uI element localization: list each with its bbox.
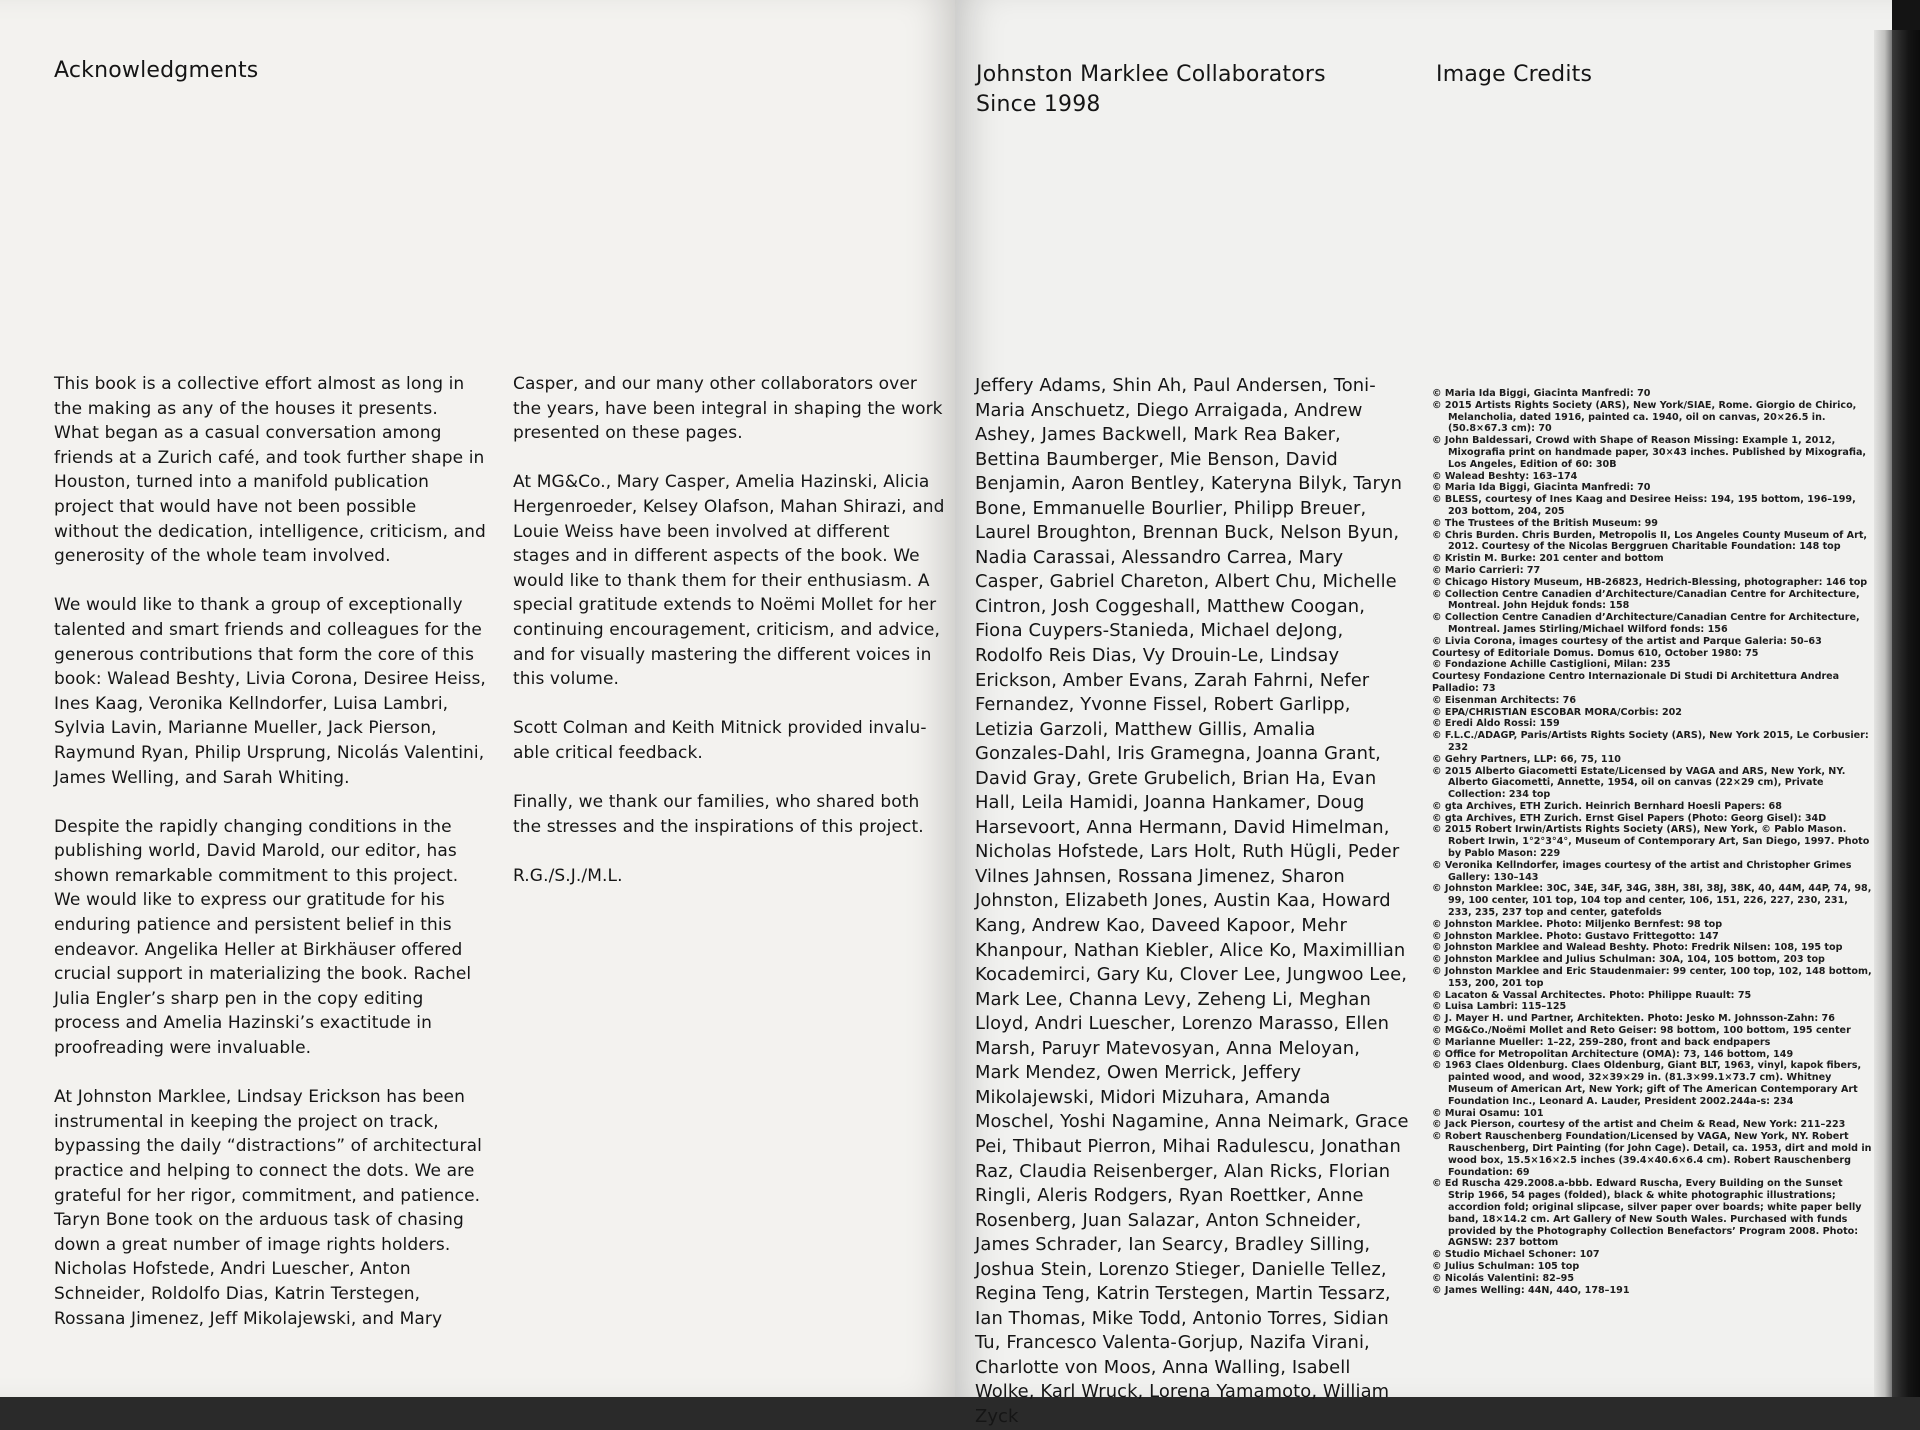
- credit-item: © Johnston Marklee and Walead Beshty. Photo: Fredrik Nilsen: 108, 195 top: [1432, 942, 1843, 954]
- credit-item: © Veronika Kellndorfer, images courtesy of the artist and Christopher Grimes Gallery: 130–143: [1432, 859, 1852, 883]
- credit-item: © 2015 Alberto Giacometti Estate/Licensed by VAGA and ARS, New York, NY. Alberto Giacometti, Annette, 1954, oil on canvas (22×29 cm), Private Collection: 234 top: [1432, 765, 1846, 801]
- show-through-text: [480, 100, 900, 247]
- credit-item: © Johnston Marklee. Photo: Gustavo Frittegotto: 147: [1432, 930, 1719, 942]
- credit-item: © Maria Ida Biggi, Giacinta Manfredi: 70: [1432, 388, 1651, 399]
- credit-item: © Collection Centre Canadien d’Architecture/Canadian Centre for Architecture, Montreal. James Stirling/Michael Wilford fonds: 156: [1432, 612, 1860, 635]
- credit-item: © Nicolás Valentini: 82–95: [1432, 1272, 1575, 1284]
- credit-item: © Walead Beshty: 163–174: [1432, 470, 1578, 482]
- paragraph: We would like to thank a group of exceptionally talented and smart friends and colleagues for the generous contributions that form the core of this book: Walead Beshty, Livia Corona, Desiree Heiss, Ines Kaag, Veronika Kellndorfer, Luisa Lambri, Sylvia Lavin, Marianne Mueller, Jack Pierson, Raymund Ryan, Philip Ursprung, Nicolás Valentini, James Welling, and Sarah Whiting.: [54, 595, 486, 788]
- paragraph: Scott Colman and Keith Mitnick provided invaluable critical feedback.: [513, 718, 927, 763]
- book-edge: [1892, 30, 1920, 1397]
- collaborators-title: Johnston Marklee Collaborators Since 1998: [976, 62, 1326, 117]
- credit-item: © J. Mayer H. und Partner, Architekten. Photo: Jesko M. Johnsson-Zahn: 76: [1432, 1013, 1835, 1025]
- credit-item: © gta Archives, ETH Zurich. Heinrich Bernhard Hoesli Papers: 68: [1432, 800, 1782, 812]
- credit-item: © Chris Burden. Chris Burden, Metropolis II, Los Angeles County Museum of Art, 2012. Courtesy of the Nicolas Berggruen Charitable Foundation: 148 top: [1432, 529, 1868, 553]
- credit-item: © Collection Centre Canadien d’Architecture/Canadian Centre for Architecture, Montreal. John Hejduk fonds: 158: [1432, 588, 1860, 612]
- credit-item: © Studio Michael Schoner: 107: [1432, 1249, 1600, 1261]
- credit-item: © Fondazione Achille Castiglioni, Milan: 235: [1432, 659, 1671, 671]
- credit-item: © EPA/CHRISTIAN ESCOBAR MORA/Corbis: 202: [1432, 706, 1682, 718]
- credit-item: © gta Archives, ETH Zurich. Ernst Gisel Papers (Photo: Georg Gisel): 34D: [1432, 812, 1827, 824]
- acknowledgments-column-2: [513, 372, 945, 913]
- credit-item: © Marianne Mueller: 1–22, 259–280, front and back endpapers: [1432, 1036, 1771, 1048]
- credit-item: © James Welling: 44N, 44O, 178–191: [1432, 1284, 1630, 1296]
- acknowledgments-column-1: [54, 372, 486, 1356]
- credit-item: © John Baldessari, Crowd with Shape of Reason Missing: Example 1, 2012, Mixografia print on handmade paper, 30×43 inches. Published by Mixografia, Los Angeles, Edition of 60: 30B: [1432, 435, 1867, 470]
- signature-initials: R.G./S.J./M.L.: [513, 865, 623, 886]
- left-page: [0, 0, 955, 1397]
- credit-item: © Gehry Partners, LLP: 66, 75, 110: [1432, 753, 1621, 765]
- paragraph: At Johnston Marklee, Lindsay Erickson has been instrumental in keeping the project on track, bypassing the daily “distractions” of architectural practice and helping to connect the dots. We are grateful for her rigor, commitment, and patience. Taryn Bone took on the arduous task of chasing down a great number of image rights holders. Nicholas Hofstede, Andri Luescher, Anton Schneider, Roldolfo Dias, Katrin Terstegen, Rossana Jimenez, Jeff Mikolajewski, and Mary: [54, 1087, 482, 1329]
- credit-item: © Livia Corona, images courtesy of the artist and Parque Galeria: 50–63: [1432, 635, 1822, 647]
- credit-item: Courtesy Fondazione Centro Internazionale Di Studi Di Architettura Andrea Palladio: 73: [1432, 671, 1840, 694]
- credit-item: © Johnston Marklee. Photo: Miljenko Bernfest: 98 top: [1432, 918, 1723, 930]
- paragraph: This book is a collective effort almost as long in the making as any of the houses it presents. What began as a casual conversation among friends at a Zurich café, and took further shape in Houston, turned into a manifold publication project that would have not been possible without the dedication, intelligence, criticism, and generosity of the whole team involved.: [54, 374, 486, 567]
- acknowledgments-title: Acknowledgments: [54, 58, 259, 83]
- credit-item: © 2015 Artists Rights Society (ARS), New York/SIAE, Rome. Giorgio de Chirico, Melancholia, dated 1916, painted ca. 1940, oil on canvas, 20×26.5 in. (50.8×67.3 cm): 70: [1432, 399, 1857, 435]
- credit-item: © F.L.C./ADAGP, Paris/Artists Rights Society (ARS), New York 2015, Le Corbusier: 232: [1432, 730, 1869, 753]
- paragraph: Despite the rapidly changing conditions in the publishing world, David Marold, our editor, has shown remarkable commitment to this project. We would like to express our gratitude for his enduring patience and persistent belief in this endeavor. Angelika Heller at Birkhäuser offered crucial support in materializing the book. Rachel Julia Engler’s sharp pen in the copy editing process and Amelia Hazinski’s exactitude in proofreading were invaluable.: [54, 816, 472, 1059]
- credit-item: © Ed Ruscha 429.2008.a-bbb. Edward Ruscha, Every Building on the Sunset Strip 1966, 54 pages (folded), black & white photographic illustrations; accordion fold; original slipcase, silver paper over boards; white paper belly band, 18×14.2 cm. Art Gallery of New South Wales. Purchased with funds provided by the Photography Collection Benefactors’ Program 2008. Photo: AGNSW: 237 bottom: [1432, 1178, 1862, 1249]
- page-edge-shadow: [1874, 30, 1892, 1397]
- credit-item: © Lacaton & Vassal Architectes. Photo: Philippe Ruault: 75: [1432, 989, 1752, 1001]
- credit-item: © The Trustees of the British Museum: 99: [1432, 517, 1658, 529]
- credit-item: © MG&Co./Noëmi Mollet and Reto Geiser: 98 bottom, 100 bottom, 195 center: [1432, 1025, 1851, 1037]
- credit-item: © Johnston Marklee and Eric Staudenmaier: 99 center, 100 top, 102, 148 bottom, 153, 200, 201 top: [1432, 966, 1872, 989]
- credit-item: © Maria Ida Biggi, Giacinta Manfredi: 70: [1432, 482, 1651, 494]
- credit-item: © Johnston Marklee and Julius Schulman: 30A, 104, 105 bottom, 203 top: [1432, 954, 1825, 966]
- credit-item: © Robert Rauschenberg Foundation/Licensed by VAGA, New York, NY. Robert Rauschenberg, Dirt Painting (for John Cage). Detail, ca. 1953, dirt and mold in wood box, 15.5×16×2.5 inches (39.4×40.6×6.4 cm). Robert Rauschenberg Foundation: 69: [1432, 1131, 1872, 1178]
- credit-item: © 2015 Robert Irwin/Artists Rights Society (ARS), New York, © Pablo Mason. Robert Irwin, 1°2°3°4°, Museum of Contemporary Art, San Diego, 1997. Photo by Pablo Mason: 229: [1432, 824, 1870, 860]
- paragraph: Casper, and our many other collaborators over the years, have been integral in shaping the work presented on these pages.: [513, 374, 943, 444]
- image-credits-list: [1432, 388, 1872, 1296]
- collaborators-list: Jeffery Adams, Shin Ah, Paul Andersen, Toni-Maria Anschuetz, Diego Arraigada, Andrew Ashey, James Backwell, Mark Rea Baker, Bettina Baumberger, Mie Benson, David Benjamin, Aaron Bentley, Kateryna Bilyk, Taryn Bone, Emmanuelle Bourlier, Philipp Breuer, Laurel Broughton, Brennan Buck, Nelson Byun, Nadia Carassai, Alessandro Carrea, Mary Casper, Gabriel Chareton, Albert Chu, Michelle Cintron, Josh Coggeshall, Matthew Coogan, Fiona Cuypers-Stanieda, Michael deJong, Rodolfo Reis Dias, Vy Drouin-Le, Lindsay Erickson, Amber Evans, Zarah Fahrni, Nefer Fernandez, Yvonne Fissel, Robert Garlipp, Letizia Garzoli, Matthew Gillis, Amalia Gonzales-Dahl, Iris Gramegna, Joanna Grant, David Gray, Grete Grubelich, Brian Ha, Evan Hall, Leila Hamidi, Joanna Hankamer, Doug Harsevoort, Anna Hermann, David Himelman, Nicholas Hofstede, Lars Holt, Ruth Hügli, Peder Vilnes Jahnsen, Rossana Jimenez, Sharon Johnston, Elizabeth Jones, Austin Kaa, Howard Kang, Andrew Kao, Daveed Kapoor, Mehr Khanpour, Nathan Kiebler, Alice Ko, Maximillian Kocademirci, Gary Ku, Clover Lee, Jungwoo Lee, Mark Lee, Channa Levy, Zeheng Li, Meghan Lloyd, Andri Luescher, Lorenzo Marasso, Ellen Marsh, Paruyr Matevosyan, Anna Meloyan, Mark Mendez, Owen Merrick, Jeffery Mikolajewski, Midori Mizuhara, Amanda Moschel, Yoshi Nagamine, Anna Neimark, Grace Pei, Thibaut Pierron, Mihai Radulescu, Jonathan Raz, Claudia Reisenberger, Alan Ricks, Florian Ringli, Aleris Rodgers, Ryan Roettker, Anne Rosenberg, Juan Salazar, Anton Schneider, James Schrader, Ian Searcy, Bradley Silling, Joshua Stein, Lorenzo Stieger, Danielle Tellez, Regina Teng, Katrin Terstegen, Martin Tessarz, Ian Thomas, Mike Todd, Antonio Torres, Sidian Tu, Francesco Valenta-Gorjup, Nazifa Virani, Charlotte von Moos, Anna Walling, Isabell Wolke, Karl Wruck, Lorena Yamamoto, William Zyck: [975, 375, 1409, 1427]
- credit-item: © Office for Metropolitan Architecture (OMA): 73, 146 bottom, 149: [1432, 1048, 1794, 1060]
- paragraph: Finally, we thank our families, who shared both the stresses and the inspirations of this project.: [513, 792, 924, 837]
- credit-item: © 1963 Claes Oldenburg. Claes Oldenburg, Giant BLT, 1963, vinyl, kapok fibers, painted wood, and wood, 32×39×29 in. (81.3×99.1×73.7 cm). Whitney Museum of American Art, New York; gift of The American Contemporary Art Foundation Inc., Leonard A. Lauder, President 2002.244a-s: 234: [1432, 1060, 1862, 1107]
- image-credits-title: Image Credits: [1436, 62, 1593, 87]
- credit-item: © Kristin M. Burke: 201 center and bottom: [1432, 553, 1664, 565]
- credit-item: © Murai Osamu: 101: [1432, 1107, 1544, 1119]
- credit-item: © Luisa Lambri: 115–125: [1432, 1001, 1567, 1013]
- paragraph: At MG&Co., Mary Casper, Amelia Hazinski, Alicia Hergenroeder, Kelsey Olafson, Mahan Shirazi, and Louie Weiss have been involved at different stages and in different aspects of the book. We would like to thank them for their enthusiasm. A special gratitude extends to Noëmi Mollet for her continuing encouragement, criticism, and advice, and for visually mastering the different voices in this volume.: [513, 472, 945, 690]
- credit-item: © BLESS, courtesy of Ines Kaag and Desiree Heiss: 194, 195 bottom, 196–199, 203 bottom, 204, 205: [1432, 494, 1856, 517]
- credit-item: © Julius Schulman: 105 top: [1432, 1260, 1580, 1272]
- credit-item: © Johnston Marklee: 30C, 34E, 34F, 34G, 38H, 38I, 38J, 38K, 40, 44M, 44P, 74, 98, 99, 100 center, 101 top, 104 top and center, 106, 151, 226, 227, 230, 231, 233, 235, 237 top and center, gatefolds: [1432, 883, 1872, 919]
- credit-item: Courtesy of Editoriale Domus. Domus 610, October 1980: 75: [1432, 647, 1759, 659]
- credit-item: © Eredi Aldo Rossi: 159: [1432, 718, 1560, 730]
- credit-item: © Chicago History Museum, HB-26823, Hedrich-Blessing, photographer: 146 top: [1432, 576, 1868, 588]
- credit-item: © Mario Carrieri: 77: [1432, 564, 1541, 576]
- credit-item: © Jack Pierson, courtesy of the artist and Cheim & Read, New York: 211–223: [1432, 1119, 1846, 1131]
- credit-item: © Eisenman Architects: 76: [1432, 694, 1577, 706]
